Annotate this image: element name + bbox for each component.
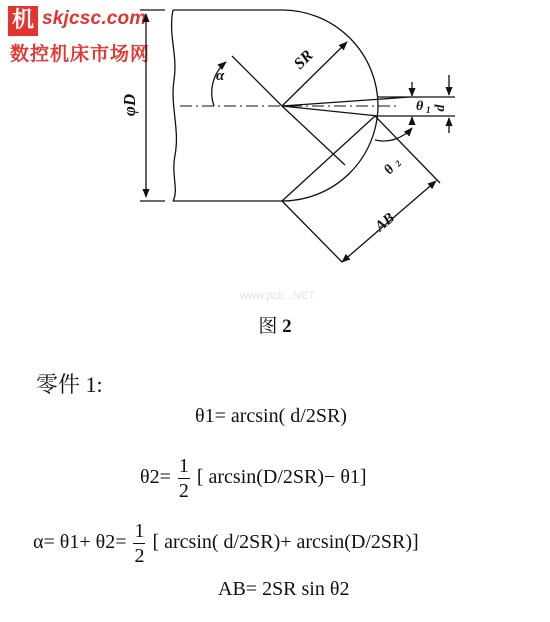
eq2-numerator: 1	[178, 455, 189, 477]
eq1-lhs: θ1=	[195, 405, 226, 427]
faint-watermark: www.pcb...NET	[240, 290, 316, 302]
eq2-denominator: 2	[178, 480, 189, 502]
eq1-rhs: arcsin( d/2SR)	[230, 405, 347, 427]
logo-site-name: 数控机床市场网	[10, 43, 151, 65]
caption-number: 2	[282, 316, 292, 337]
theta2-label: θ	[381, 162, 398, 178]
figure-caption	[0, 311, 550, 338]
logo-mark: 机	[8, 6, 38, 36]
diameter-label: φD	[120, 93, 139, 117]
eq2-rhs: [ arcsin(D/2SR)− θ1]	[196, 466, 367, 489]
equation-alpha	[33, 521, 419, 566]
caption-prefix: 图	[258, 316, 278, 337]
part-title: 零件 1:	[36, 372, 103, 397]
equation-theta2	[140, 456, 367, 501]
eq3-numerator: 1	[134, 520, 145, 542]
break-line	[172, 10, 177, 201]
d-label: d	[433, 104, 448, 112]
equation-theta1	[195, 405, 347, 428]
eq2-lhs: θ2=	[140, 466, 171, 489]
technical-drawing	[0, 0, 550, 300]
eq3-lhs: α= θ1+ θ2=	[33, 531, 127, 554]
sr-label: SR	[290, 46, 317, 73]
eq3-fraction	[133, 521, 145, 566]
equation-ab	[218, 578, 349, 601]
eq3-denominator: 2	[134, 545, 145, 567]
alpha-label: α	[216, 68, 225, 84]
logo-url: skjcsc.com	[42, 8, 147, 29]
eq2-fraction	[178, 456, 190, 501]
eq4-lhs: AB= 2SR sin θ2	[218, 578, 350, 600]
theta1-label: θ	[416, 99, 424, 114]
sr-line	[282, 42, 347, 106]
eq3-rhs: [ arcsin( d/2SR)+ arcsin(D/2SR)]	[152, 531, 419, 554]
ab-label: AB	[372, 209, 398, 236]
theta2-subscript: 2	[392, 158, 404, 169]
theta1-subscript: 1	[426, 105, 431, 115]
